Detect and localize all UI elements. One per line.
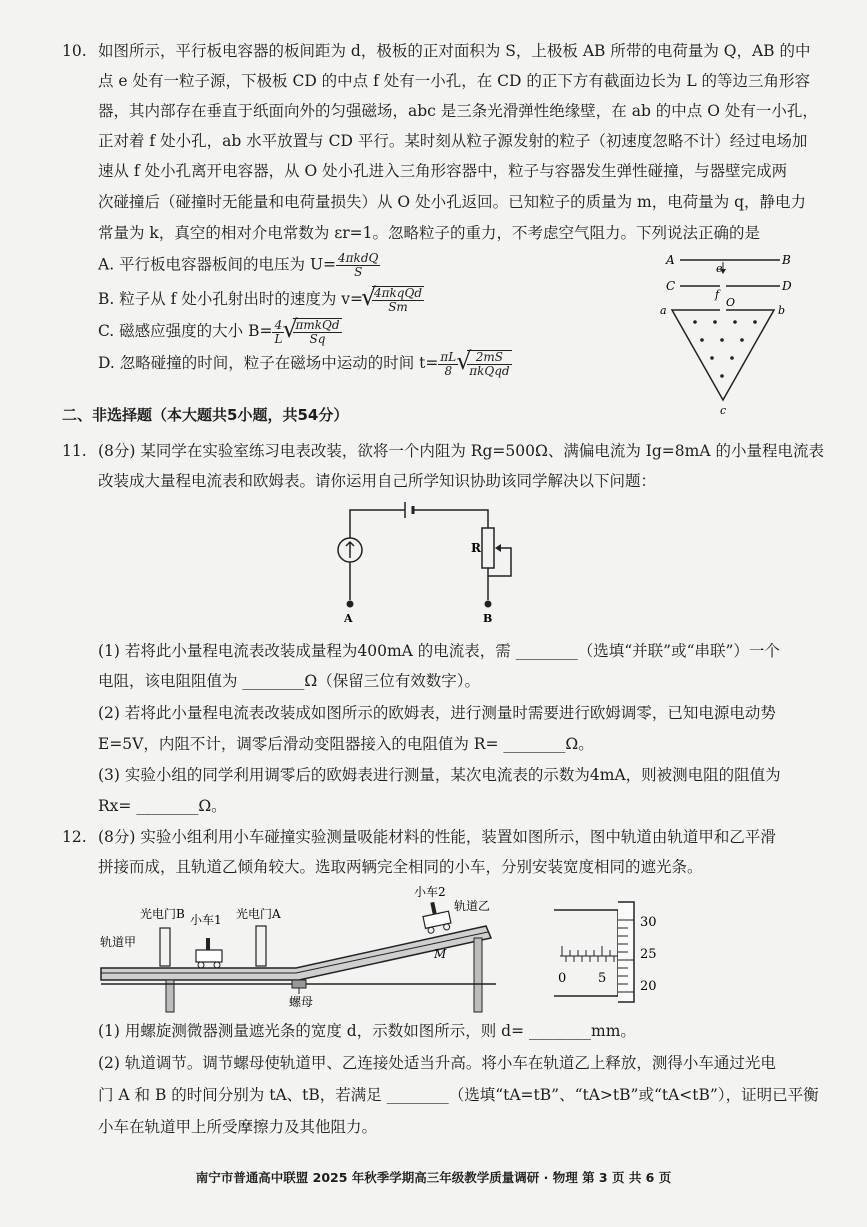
q10-option-d: [98, 350, 512, 378]
option-b-text: B. 粒子从 f 处小孔射出时的速度为 v=: [98, 290, 364, 308]
terminal-b-label: B: [483, 612, 493, 625]
micrometer-figure: [550, 898, 700, 1008]
car-1-wheel-left: [198, 962, 204, 968]
thimble-label-30: 30: [640, 915, 657, 930]
wire-top-left: [350, 510, 405, 538]
option-d-text: D. 忽略碰撞的时间，粒子在磁场中运动的时间 t=: [98, 354, 439, 372]
q12-line-1: (8分) 实验小组利用小车碰撞实验测量吸能材料的性能，装置如图所示，图中轨道由轨道甲和乙平滑: [98, 828, 776, 846]
label-a-plate: A: [666, 253, 675, 267]
gate-b-label: 光电门B: [140, 907, 185, 921]
gate-b: [160, 928, 170, 966]
q10-number: 10.: [62, 42, 87, 60]
q10-line-6: 次碰撞后（碰撞时无能量和电荷量损失）从 O 处小孔返回。已知粒子的质量为 m，电荷量为 q，静电力: [98, 193, 807, 211]
car-2-label: 小车2: [414, 885, 446, 899]
terminal-b: [485, 601, 492, 608]
option-d-den: πkQqd: [469, 364, 510, 378]
q12-number: 12.: [62, 828, 87, 846]
q10-line-2: 点 e 处有一粒子源，下极板 CD 的中点 f 处有一小孔，在 CD 的正下方有截面边长为 L 的等边三角形容: [98, 72, 811, 90]
option-d-fnum: πL: [440, 349, 457, 364]
galvanometer-needle: [346, 542, 354, 558]
q12-part-2b: 门 A 和 B 的时间分别为 tA、tB，若满足 ________（选填“tA=tB”、“tA>tB”或“tA<tB”），证明已平衡: [98, 1086, 819, 1104]
sleeve-label-0: 0: [558, 971, 567, 986]
terminal-a: [347, 601, 354, 608]
q10-line-5: 速从 f 处小孔离开电容器，从 O 处小孔进入三角形容器中，粒子与容器发生弹性碰撞，与器壁完成两: [98, 162, 788, 180]
sleeve-label-5: 5: [598, 971, 607, 986]
q12-line-2: 拼接而成，且轨道乙倾角较大。选取两辆完全相同的小车，分别安装宽度相同的遮光条。: [98, 858, 703, 876]
rheostat: [482, 528, 494, 568]
option-d-num: √ 2mS: [467, 351, 511, 365]
label-b-plate: B: [782, 253, 791, 267]
label-f: f: [715, 288, 720, 301]
thimble-label-25: 25: [640, 947, 657, 962]
option-c-num: √ πmkQd: [295, 318, 340, 332]
wire-top-right: [413, 510, 488, 528]
q10-option-b: [98, 286, 424, 314]
nut: [292, 980, 306, 988]
sleeve-ticks: [562, 946, 614, 962]
slider-wire: [488, 548, 511, 576]
q12-track-figure: [96, 880, 526, 1020]
slider-arrow: [495, 544, 501, 552]
thimble-label-20: 20: [640, 979, 657, 994]
q11-part-2a: (2) 若将此小量程电流表改装成如图所示的欧姆表，进行测量时需要进行欧姆调零，已知电源电动势: [98, 704, 776, 722]
label-b-vertex: b: [778, 304, 786, 317]
q10-line-7: 常量为 k，真空的相对介电常数为 εr=1。忽略粒子的重力，不考虑空气阻力。下列说法正确的是: [98, 224, 761, 242]
car-1-flag: [206, 938, 210, 950]
nut-label: 螺母: [289, 995, 314, 1009]
label-e: e: [716, 262, 723, 275]
q10-line-1: 如图所示，平行板电容器的板间距为 d，极板的正对面积为 S，上极板 AB 所带的电荷量为 Q，AB 的中: [98, 42, 811, 60]
track-yi-rail: [296, 932, 488, 973]
q12-part-2c: 小车在轨道甲上所受摩擦力及其他阻力。: [98, 1118, 378, 1136]
car-1-label: 小车1: [190, 913, 222, 927]
option-a-den: S: [354, 265, 363, 279]
support-left: [166, 980, 174, 1012]
label-o: O: [726, 296, 736, 309]
q12-part-2a: (2) 轨道调节。调节螺母使轨道甲、乙连接处适当升高。将小车在轨道乙上释放，测得小车通过光电: [98, 1054, 776, 1072]
option-b-den: Sm: [388, 300, 408, 314]
q11-line-1: (8分) 某同学在实验室练习电表改装，欲将一个内阻为 Rg=500Ω、满偏电流为 Ig=8mA 的小量程电流表: [98, 442, 824, 460]
option-c-den: Sq: [309, 332, 326, 346]
triangle-container: [672, 310, 774, 400]
option-c-fden: L: [274, 331, 283, 346]
q11-part-1a: (1) 若将此小量程电流表改装成量程为400mA 的电流表，需 ________（选填“并联”或“串联”）一个: [98, 642, 780, 660]
q10-option-c: [98, 318, 342, 346]
q10-line-4: 正对着 f 处小孔，ab 水平放置与 CD 平行。某时刻从粒子源发射的粒子（初速度忽略不计）经过电场加: [98, 132, 808, 150]
option-b-num: √ 4πkqQd: [374, 286, 423, 300]
section-2-heading: 二、非选择题（本大题共5小题，共54分）: [62, 406, 349, 424]
q11-circuit-figure: [325, 496, 525, 626]
label-c-plate: C: [666, 279, 676, 293]
label-a-vertex: a: [660, 304, 667, 317]
q11-part-3a: (3) 实验小组的同学利用调零后的欧姆表进行测量，某次电流表的示数为4mA，则被测电阻的阻值为: [98, 766, 781, 784]
car-1: [196, 950, 222, 962]
car-1-wheel-right: [214, 962, 220, 968]
page-footer: 南宁市普通高中联盟 2025 年秋季学期高三年级教学质量调研 · 物理 第 3 页 共 6 页: [195, 1170, 672, 1185]
q10-option-a: [98, 252, 380, 279]
gate-a-label: 光电门A: [236, 907, 281, 921]
q11-part-3b: Rx= ________Ω。: [98, 797, 227, 815]
q10-line-3: 器，其内部存在垂直于纸面向外的匀强磁场，abc 是三条光滑弹性绝缘壁，在 ab 的中点 O 处有一小孔，: [98, 102, 818, 120]
rheostat-label: R: [471, 541, 481, 555]
terminal-a-label: A: [344, 612, 353, 625]
magnetic-field-dots: [693, 320, 757, 378]
q11-part-2b: E=5V，内阻不计，调零后滑动变阻器接入的电阻值为 R= ________Ω。: [98, 735, 594, 753]
option-d-fden: 8: [444, 363, 453, 378]
option-a-num: 4πkdQ: [338, 251, 379, 265]
option-c-text: C. 磁感应强度的大小 B=: [98, 322, 273, 340]
option-a-text: A. 平行板电容器板间的电压为 U=: [98, 255, 337, 274]
point-m-label: M: [434, 947, 447, 961]
label-d-plate: D: [782, 279, 792, 293]
q11-part-1b: 电阻，该电阻阻值为 ________Ω（保留三位有效数字）。: [98, 672, 481, 690]
q11-line-2: 改装成大量程电流表和欧姆表。请你运用自己所学知识协助该同学解决以下问题：: [98, 472, 657, 490]
label-c-vertex: c: [720, 404, 727, 417]
car-2: [421, 899, 453, 934]
option-c-fnum: 4: [272, 319, 284, 333]
q11-number: 11.: [62, 442, 87, 460]
q12-part-1: (1) 用螺旋测微器测量遮光条的宽度 d，示数如图所示，则 d= ________mm。: [98, 1022, 636, 1040]
gate-a: [256, 926, 266, 966]
q10-figure: [650, 248, 810, 420]
support-right: [474, 938, 482, 1012]
track-yi-label: 轨道乙: [454, 899, 491, 913]
track-jia-label: 轨道甲: [100, 935, 137, 949]
